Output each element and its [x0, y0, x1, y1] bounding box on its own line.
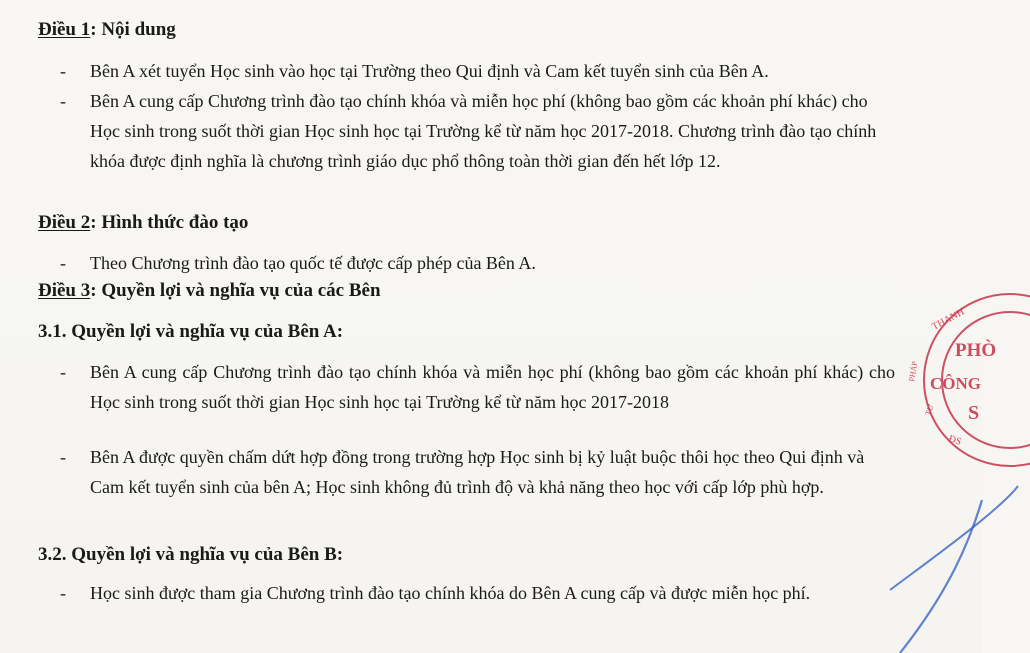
stamp-left-text: PHÁP: [907, 360, 920, 383]
bullet-dash: -: [60, 447, 66, 467]
section-3-1-item-1-text: Bên A cung cấp Chương trình đào tạo chính khóa và miễn học phí (không bao gồm các khoản phí khác) cho Học sinh trong suốt thời gian Học sinh học tại Trường kể từ năm học 2017-2018: [90, 362, 895, 412]
bullet-dash: -: [60, 61, 66, 81]
article-2-item-1-text: Theo Chương trình đào tạo quốc tế được cấp phép của Bên A.: [90, 253, 536, 273]
stamp-line-2: CÔNG: [930, 374, 981, 393]
official-stamp: [890, 290, 1030, 490]
article-1-heading: [38, 19, 176, 41]
article-1-item-1-text: Bên A xét tuyển Học sinh vào học tại Trường theo Qui định và Cam kết tuyển sinh của Bên A.: [90, 61, 769, 81]
article-2-heading: [38, 212, 248, 234]
article-3-heading: [38, 280, 381, 302]
article-1-item-2: [60, 86, 900, 176]
article-3-label: Điều 3: [38, 280, 91, 301]
section-3-2-item-1-text: Học sinh được tham gia Chương trình đào tạo chính khóa do Bên A cung cấp và được miễn học phí.: [90, 583, 811, 603]
section-3-2-item-1: [60, 578, 900, 608]
bullet-dash: -: [60, 91, 66, 111]
article-2-item-1: [60, 248, 900, 278]
stamp-arc-text: THANH: [930, 306, 967, 333]
bullet-dash: -: [60, 362, 66, 382]
stamp-line-3: S: [968, 402, 980, 424]
stamp-line-1: PHÒ: [955, 340, 997, 361]
article-3-title: : Quyền lợi và nghĩa vụ của các Bên: [90, 280, 381, 301]
signature-line: [880, 500, 982, 653]
article-2-label: Điều 2: [38, 212, 91, 233]
section-3-1-item-2: [60, 442, 900, 502]
stamp-bottom-text: ĐS: [947, 433, 963, 448]
section-3-1-heading: 3.1. Quyền lợi và nghĩa vụ của Bên A:: [38, 321, 344, 342]
article-2-title: : Hình thức đào tạo: [90, 212, 249, 233]
stamp-left-text-2: TƯ: [923, 403, 936, 417]
section-3-1-item-1: [60, 357, 900, 417]
article-1-item-2-text: Bên A cung cấp Chương trình đào tạo chính khóa và miễn học phí (không bao gồm các khoản phí khác) cho Học sinh trong suốt thời gian Học sinh học tại Trường kể từ năm học 2017-2018. Chương trình đào tạo chính khóa được định nghĩa là chương trình giáo dục phổ thông toàn thời gian đến hết lớp 12.: [90, 91, 877, 171]
article-1-item-1: [60, 56, 900, 86]
section-3-1-item-2-text: Bên A được quyền chấm dứt hợp đồng trong trường hợp Học sinh bị kỷ luật buộc thôi học theo Qui định và Cam kết tuyển sinh của bên A; Học sinh không đủ trình độ và khả năng theo học với cấp lớp phù hợp.: [90, 447, 865, 497]
article-1-label: Điều 1: [38, 19, 91, 40]
article-1-title: : Nội dung: [90, 19, 176, 40]
section-3-2-heading: 3.2. Quyền lợi và nghĩa vụ của Bên B:: [38, 544, 344, 565]
bullet-dash: -: [60, 253, 66, 273]
bullet-dash: -: [60, 583, 66, 603]
